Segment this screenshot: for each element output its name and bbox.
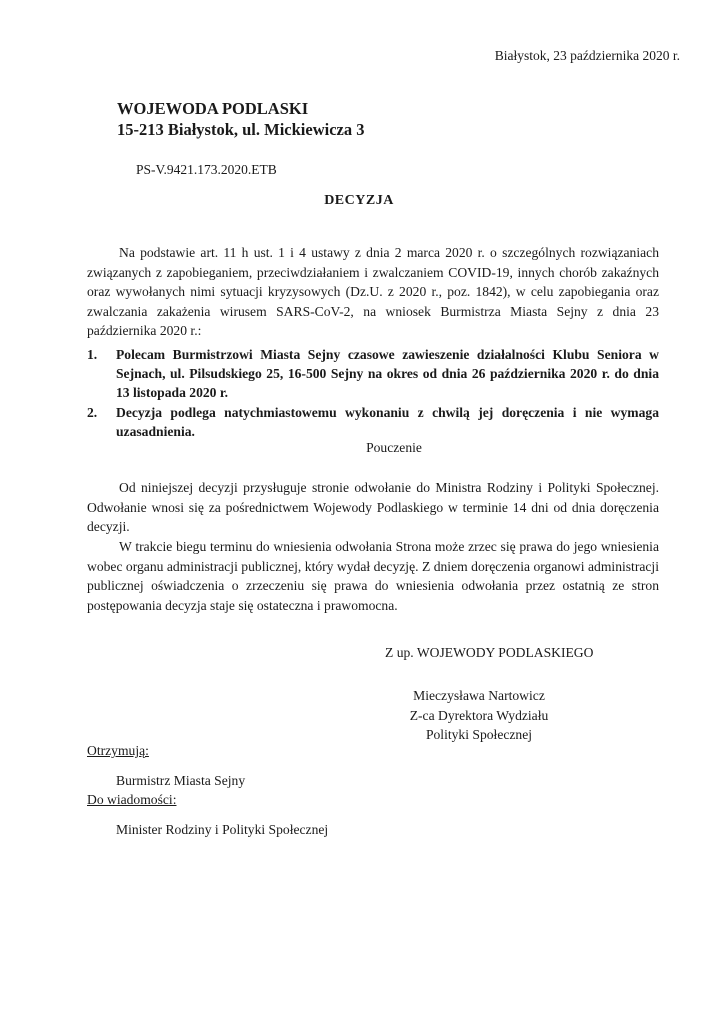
signer-position: Z-ca Dyrektora Wydziału	[409, 707, 549, 723]
ruling-number: 2.	[87, 404, 98, 420]
ruling-item	[87, 403, 659, 441]
ruling-text: Polecam Burmistrzowi Miasta Sejny czasowe zawieszenie działalności Klubu Seniora w Sejnach, ul. Pilsudskiego 25, 16-500 Sejny na okres od dnia 26 października 2020 r. do dnia 13 listopada 2020 r.	[116, 347, 659, 401]
instruction-heading: Pouczenie	[366, 440, 422, 455]
issuer-address: 15-213 Białystok, ul. Mickiewicza 3	[117, 120, 365, 139]
cc-label: Do wiadomości:	[87, 792, 177, 807]
signer-department: Polityki Społecznej	[425, 727, 533, 742]
reference-number: PS-V.9421.173.2020.ETB	[136, 162, 277, 177]
recipient-item: Burmistrz Miasta Sejny	[116, 772, 246, 788]
cc-item: Minister Rodziny i Polityki Społecznej	[116, 821, 329, 837]
instruction-paragraph: W trakcie biegu terminu do wniesienia odwołania Strona może zrzec się prawa do jego wniesienia wobec organu administracji publicznej, który wydał decyzję. Z dniem doręczenia organowi administracji publicznej oświadczenia o zrzeczeniu się prawa do wniesienia odwołania przez ostatnią ze stron postępowania decyzja staje się ostateczna i prawomocna.	[87, 539, 659, 613]
distribution-list	[87, 741, 328, 839]
ruling-text: Decyzja podlega natychmiastowemu wykonaniu z chwilą jej doręczenia i nie wymaga uzasadnienia.	[116, 404, 659, 439]
document-title: DECYZJA	[324, 193, 394, 208]
ruling-list	[87, 345, 659, 441]
signer-block	[404, 686, 554, 745]
signer-name: Mieczysława Nartowicz	[413, 688, 545, 703]
issuer-name: WOJEWODA PODLASKI	[117, 99, 309, 118]
ruling-number: 1.	[87, 347, 98, 362]
date-place: Białystok, 23 października 2020 r.	[494, 48, 680, 63]
legal-basis-paragraph: Na podstawie art. 11 h ust. 1 i 4 ustawy z dnia 2 marca 2020 r. o szczególnych rozwiązaniach związanych z zapobieganiem, przeciwdziałaniem i zwalczaniem COVID-19, innych chorób zakaźnych oraz wywołanych nimi sytuacji kryzysowych (Dz.U. z 2020 r., poz. 1842), w celu zapobiegania oraz zwalczania zakażenia wirusem SARS-CoV-2, na wniosek Burmistrza Miasta Sejny z dnia 23 października 2020 r.:	[87, 245, 659, 338]
recipients-label: Otrzymują:	[87, 743, 149, 758]
instruction-paragraph: Od niniejszej decyzji przysługuje stronie odwołanie do Ministra Rodziny i Polityki Społecznej. Odwołanie wnosi się za pośrednictwem Wojewody Podlaskiego w terminie 14 dni od dnia doręczenia decyzji.	[87, 480, 659, 534]
ruling-item	[87, 345, 659, 403]
issuer-block	[117, 98, 364, 140]
signature-authority: Z up. WOJEWODY PODLASKIEGO	[385, 645, 594, 660]
